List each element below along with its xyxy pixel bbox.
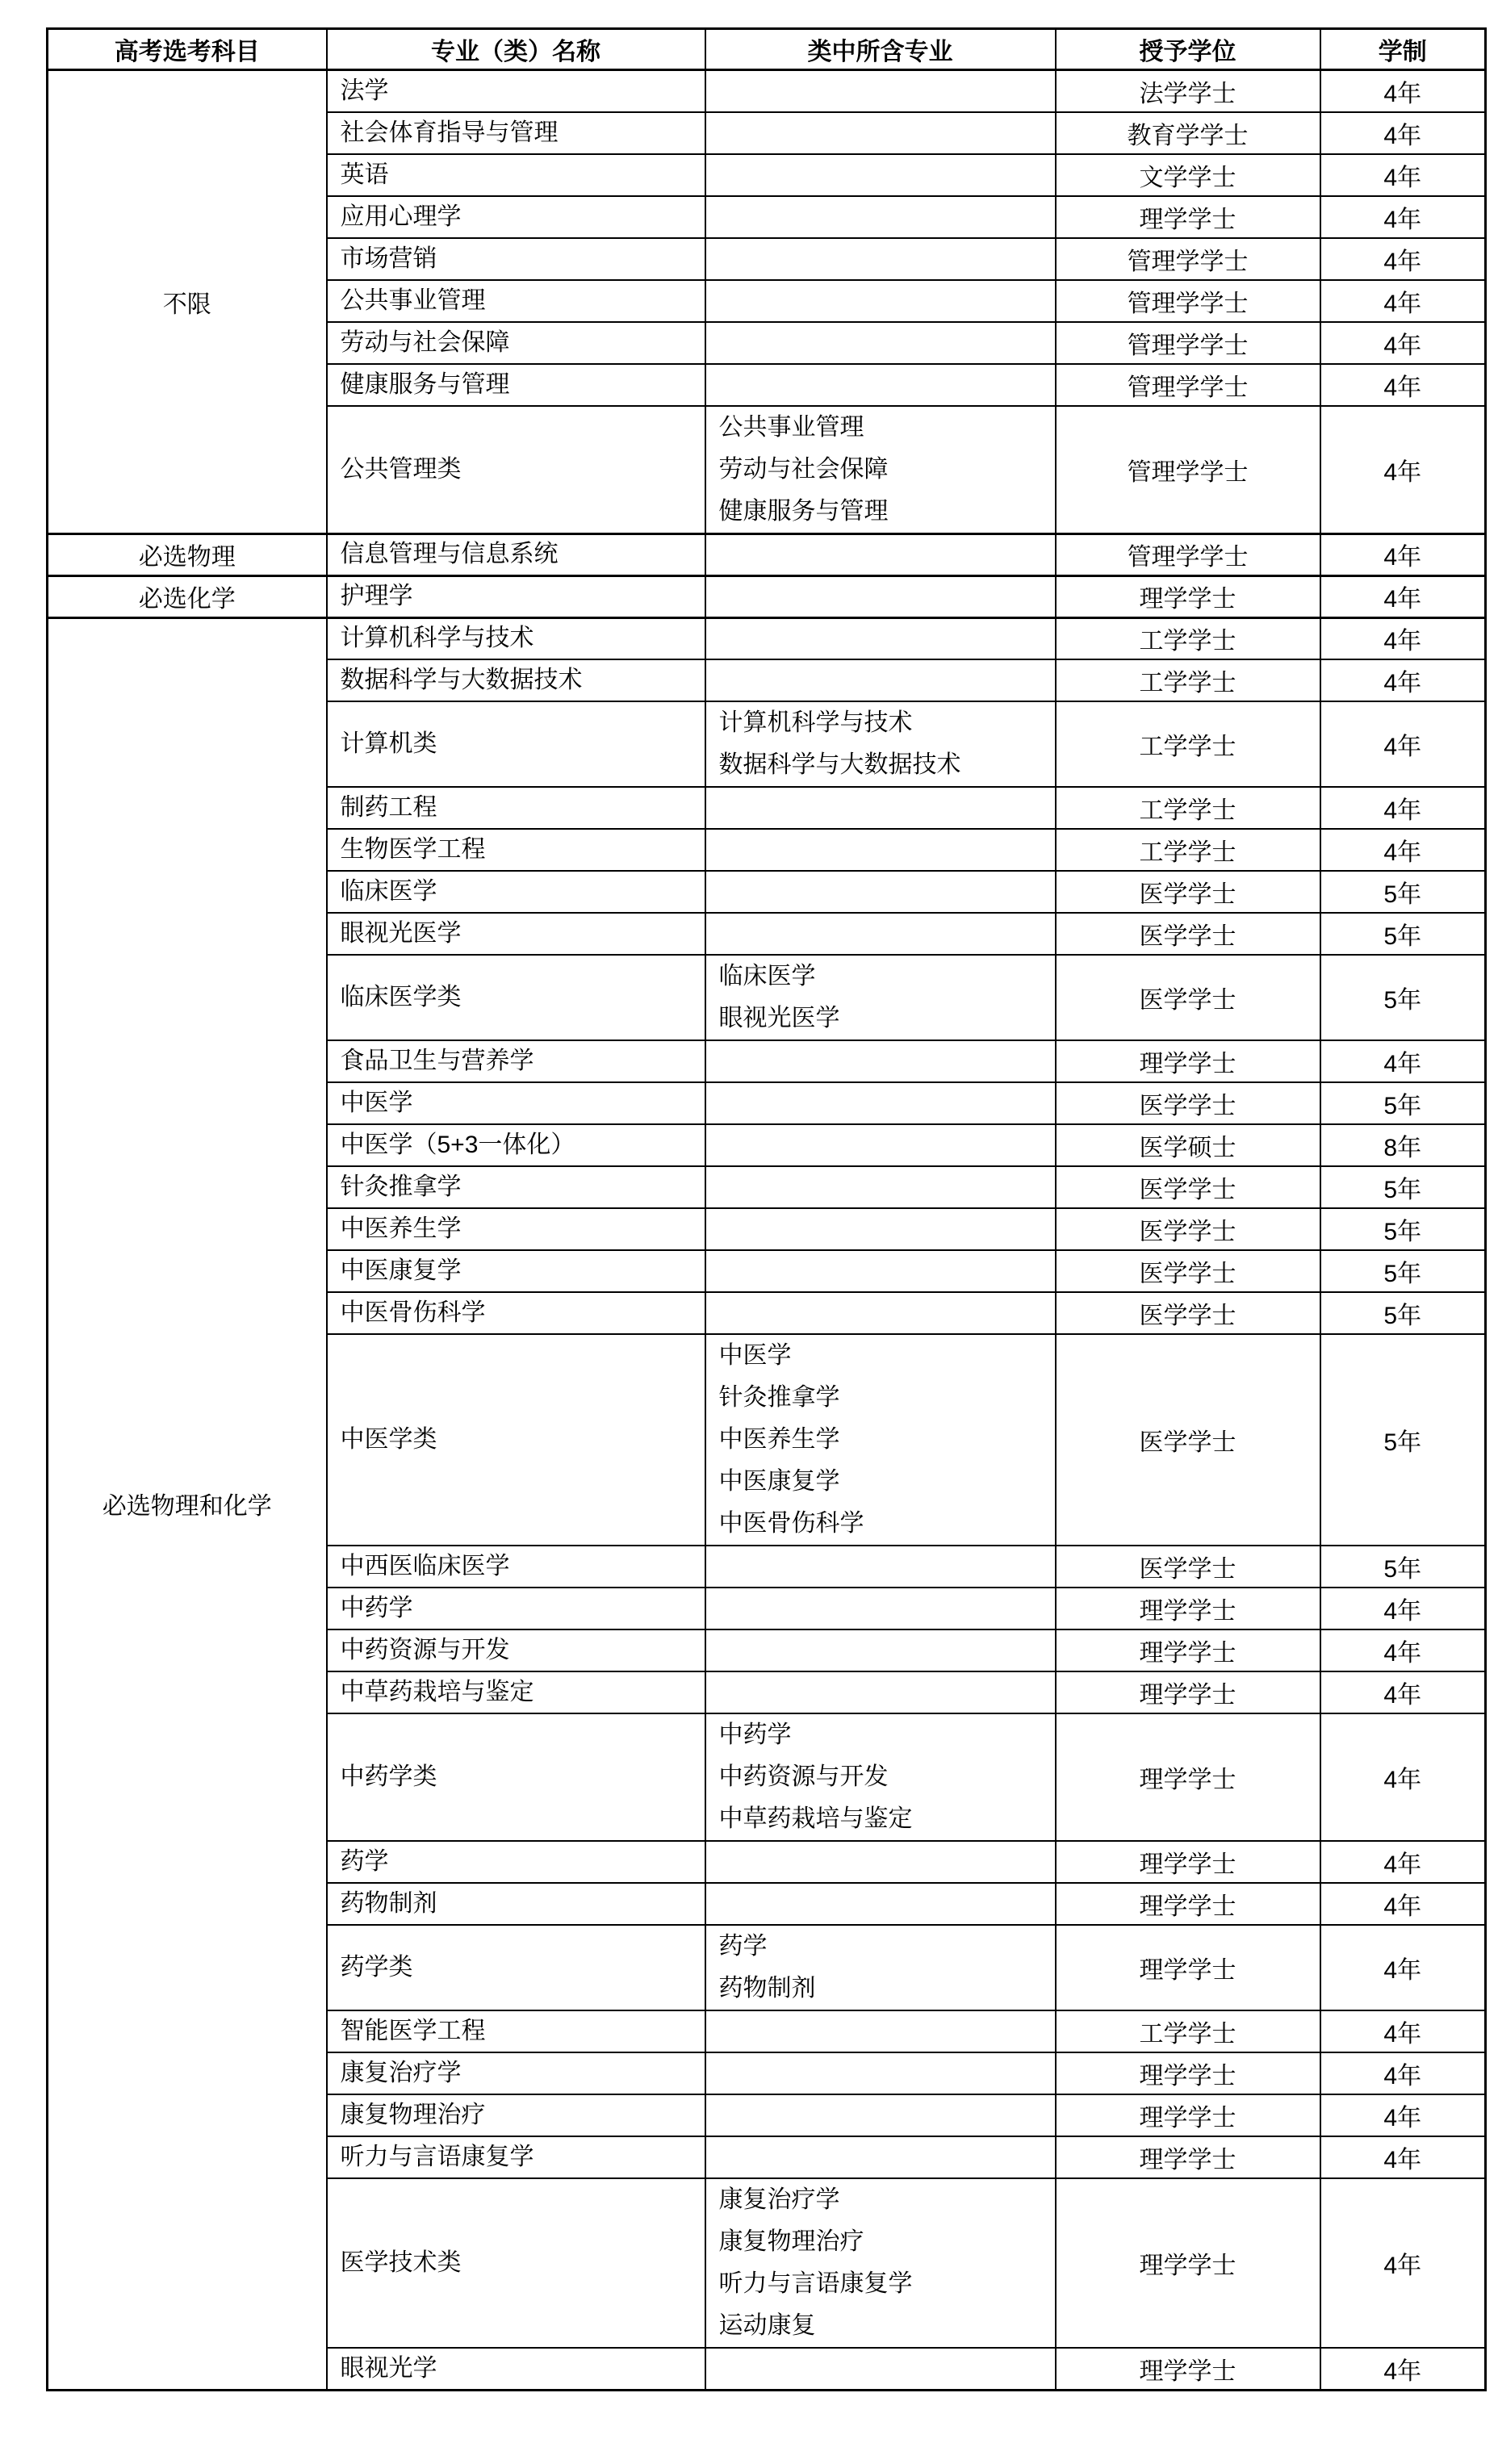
degree-cell: 理学学士 (1056, 1841, 1320, 1883)
contained-majors-cell (705, 2052, 1056, 2094)
duration-cell: 4年 (1320, 2094, 1486, 2136)
contained-majors-cell (705, 280, 1056, 322)
header-contained-majors: 类中所含专业 (705, 29, 1056, 70)
duration-cell: 4年 (1320, 238, 1486, 280)
degree-cell: 管理学学士 (1056, 364, 1320, 406)
contained-majors-cell (705, 70, 1056, 112)
contained-major-line: 中医学 (718, 1342, 792, 1369)
duration-cell: 4年 (1320, 1040, 1486, 1082)
major-name-cell: 健康服务与管理 (327, 364, 705, 406)
degree-cell: 医学学士 (1056, 871, 1320, 913)
duration-cell: 5年 (1320, 1546, 1486, 1588)
major-name-cell: 生物医学工程 (327, 829, 705, 871)
degree-cell: 理学学士 (1056, 2094, 1320, 2136)
major-name-cell: 智能医学工程 (327, 2010, 705, 2052)
degree-cell: 文学学士 (1056, 154, 1320, 196)
duration-cell: 4年 (1320, 70, 1486, 112)
degree-cell: 理学学士 (1056, 1040, 1320, 1082)
duration-cell: 4年 (1320, 1841, 1486, 1883)
major-name-cell: 中医学 (327, 1082, 705, 1124)
major-name-cell: 中医养生学 (327, 1208, 705, 1250)
contained-majors-cell (705, 533, 1056, 575)
major-name-cell: 中医学（5+3一体化） (327, 1124, 705, 1166)
major-name-cell: 计算机类 (327, 701, 705, 787)
degree-cell: 理学学士 (1056, 1629, 1320, 1671)
header-subjects: 高考选考科目 (48, 29, 327, 70)
contained-majors-cell (705, 871, 1056, 913)
contained-majors-cell (705, 1671, 1056, 1713)
contained-majors-cell (705, 1629, 1056, 1671)
degree-cell: 理学学士 (1056, 575, 1320, 617)
contained-major-line: 药学 (718, 1933, 768, 1960)
major-name-cell: 康复治疗学 (327, 2052, 705, 2094)
table-row (48, 533, 1486, 575)
subject-requirement-cell: 必选物理和化学 (48, 617, 327, 2390)
major-name-cell: 中草药栽培与鉴定 (327, 1671, 705, 1713)
degree-cell: 法学学士 (1056, 70, 1320, 112)
duration-cell: 8年 (1320, 1124, 1486, 1166)
major-name-cell: 药学类 (327, 1925, 705, 2010)
duration-cell: 5年 (1320, 1082, 1486, 1124)
contained-majors-cell (705, 1713, 1056, 1841)
contained-majors-cell (705, 1546, 1056, 1588)
contained-major-line: 计算机科学与技术 (718, 709, 913, 736)
contained-majors-cell (705, 2136, 1056, 2178)
degree-cell: 理学学士 (1056, 1713, 1320, 1841)
contained-majors-cell (705, 2178, 1056, 2348)
duration-cell: 5年 (1320, 1292, 1486, 1334)
duration-cell: 4年 (1320, 322, 1486, 364)
contained-major-line: 公共事业管理 (718, 413, 864, 441)
contained-major-line: 针灸推拿学 (718, 1384, 840, 1411)
degree-cell: 管理学学士 (1056, 322, 1320, 364)
contained-major-line: 健康服务与管理 (718, 497, 889, 525)
contained-majors-cell (705, 1925, 1056, 2010)
contained-majors-cell (705, 829, 1056, 871)
degree-cell: 管理学学士 (1056, 533, 1320, 575)
degree-cell: 医学学士 (1056, 1292, 1320, 1334)
contained-major-line: 运动康复 (718, 2312, 816, 2339)
exam-subject-majors-table (46, 27, 1487, 2391)
contained-major-line: 中药资源与开发 (718, 1763, 889, 1790)
duration-cell: 4年 (1320, 406, 1486, 534)
major-name-cell: 数据科学与大数据技术 (327, 659, 705, 701)
major-name-cell: 眼视光医学 (327, 913, 705, 955)
degree-cell: 理学学士 (1056, 2178, 1320, 2348)
degree-cell: 理学学士 (1056, 2136, 1320, 2178)
major-name-cell: 临床医学 (327, 871, 705, 913)
major-name-cell: 针灸推拿学 (327, 1166, 705, 1208)
contained-majors-cell (705, 1588, 1056, 1629)
contained-majors-cell (705, 238, 1056, 280)
duration-cell: 4年 (1320, 1713, 1486, 1841)
contained-major-line: 中药学 (718, 1721, 792, 1748)
degree-cell: 理学学士 (1056, 2052, 1320, 2094)
header-duration: 学制 (1320, 29, 1486, 70)
contained-major-line: 眼视光医学 (718, 1005, 840, 1031)
major-name-cell: 临床医学类 (327, 955, 705, 1040)
contained-major-line: 康复治疗学 (718, 2186, 840, 2213)
contained-majors-cell (705, 575, 1056, 617)
major-name-cell: 中医学类 (327, 1334, 705, 1546)
degree-cell: 工学学士 (1056, 787, 1320, 829)
contained-majors-cell (705, 2010, 1056, 2052)
degree-cell: 医学学士 (1056, 913, 1320, 955)
degree-cell: 工学学士 (1056, 701, 1320, 787)
major-name-cell: 市场营销 (327, 238, 705, 280)
contained-major-line: 中草药栽培与鉴定 (718, 1805, 913, 1832)
major-name-cell: 药物制剂 (327, 1883, 705, 1925)
contained-major-line: 药物制剂 (718, 1975, 816, 2002)
table-row (48, 617, 1486, 659)
major-name-cell: 药学 (327, 1841, 705, 1883)
duration-cell: 4年 (1320, 2178, 1486, 2348)
duration-cell: 4年 (1320, 2348, 1486, 2390)
degree-cell: 理学学士 (1056, 1925, 1320, 2010)
degree-cell: 理学学士 (1056, 1588, 1320, 1629)
contained-major-line: 听力与言语康复学 (718, 2270, 913, 2297)
contained-majors-cell (705, 1883, 1056, 1925)
contained-majors-cell (705, 1208, 1056, 1250)
duration-cell: 5年 (1320, 955, 1486, 1040)
subject-requirement-cell: 不限 (48, 70, 327, 534)
major-name-cell: 中医骨伤科学 (327, 1292, 705, 1334)
major-name-cell: 劳动与社会保障 (327, 322, 705, 364)
major-name-cell: 医学技术类 (327, 2178, 705, 2348)
degree-cell: 管理学学士 (1056, 238, 1320, 280)
contained-majors-cell (705, 1334, 1056, 1546)
duration-cell: 4年 (1320, 829, 1486, 871)
contained-majors-cell (705, 617, 1056, 659)
degree-cell: 管理学学士 (1056, 280, 1320, 322)
degree-cell: 医学学士 (1056, 1166, 1320, 1208)
contained-majors-cell (705, 364, 1056, 406)
header-major-name: 专业（类）名称 (327, 29, 705, 70)
degree-cell: 工学学士 (1056, 2010, 1320, 2052)
contained-major-line: 康复物理治疗 (718, 2228, 864, 2255)
major-name-cell: 中药资源与开发 (327, 1629, 705, 1671)
duration-cell: 4年 (1320, 1671, 1486, 1713)
major-name-cell: 公共事业管理 (327, 280, 705, 322)
degree-cell: 医学学士 (1056, 955, 1320, 1040)
degree-cell: 理学学士 (1056, 1883, 1320, 1925)
duration-cell: 4年 (1320, 1629, 1486, 1671)
contained-majors-cell (705, 1841, 1056, 1883)
degree-cell: 理学学士 (1056, 196, 1320, 238)
duration-cell: 4年 (1320, 533, 1486, 575)
contained-majors-cell (705, 1124, 1056, 1166)
contained-majors-cell (705, 1040, 1056, 1082)
duration-cell: 4年 (1320, 659, 1486, 701)
degree-cell: 医学学士 (1056, 1546, 1320, 1588)
duration-cell: 5年 (1320, 913, 1486, 955)
duration-cell: 5年 (1320, 1208, 1486, 1250)
duration-cell: 4年 (1320, 701, 1486, 787)
degree-cell: 工学学士 (1056, 617, 1320, 659)
degree-cell: 医学学士 (1056, 1334, 1320, 1546)
duration-cell: 4年 (1320, 280, 1486, 322)
major-name-cell: 中药学类 (327, 1713, 705, 1841)
contained-majors-cell (705, 1250, 1056, 1292)
contained-majors-cell (705, 659, 1056, 701)
contained-majors-cell (705, 2094, 1056, 2136)
degree-cell: 医学学士 (1056, 1250, 1320, 1292)
major-name-cell: 眼视光学 (327, 2348, 705, 2390)
duration-cell: 4年 (1320, 154, 1486, 196)
contained-majors-cell (705, 1082, 1056, 1124)
table-row (48, 70, 1486, 112)
degree-cell: 医学学士 (1056, 1208, 1320, 1250)
degree-cell: 工学学士 (1056, 659, 1320, 701)
major-name-cell: 中医康复学 (327, 1250, 705, 1292)
duration-cell: 5年 (1320, 871, 1486, 913)
subject-requirement-cell: 必选物理 (48, 533, 327, 575)
contained-majors-cell (705, 955, 1056, 1040)
contained-major-line: 临床医学 (718, 963, 816, 989)
contained-majors-cell (705, 406, 1056, 534)
contained-majors-cell (705, 2348, 1056, 2390)
major-name-cell: 护理学 (327, 575, 705, 617)
duration-cell: 5年 (1320, 1166, 1486, 1208)
duration-cell: 4年 (1320, 617, 1486, 659)
contained-majors-cell (705, 196, 1056, 238)
contained-majors-cell (705, 787, 1056, 829)
major-name-cell: 英语 (327, 154, 705, 196)
table-body (48, 70, 1486, 2391)
contained-majors-cell (705, 1292, 1056, 1334)
contained-majors-cell (705, 154, 1056, 196)
contained-major-line: 劳动与社会保障 (718, 455, 889, 483)
duration-cell: 5年 (1320, 1250, 1486, 1292)
header-row (48, 29, 1486, 70)
major-name-cell: 计算机科学与技术 (327, 617, 705, 659)
duration-cell: 4年 (1320, 196, 1486, 238)
contained-majors-cell (705, 112, 1056, 154)
contained-majors-cell (705, 913, 1056, 955)
duration-cell: 5年 (1320, 1334, 1486, 1546)
header-degree: 授予学位 (1056, 29, 1320, 70)
degree-cell: 管理学学士 (1056, 406, 1320, 534)
degree-cell: 教育学学士 (1056, 112, 1320, 154)
degree-cell: 理学学士 (1056, 1671, 1320, 1713)
duration-cell: 4年 (1320, 364, 1486, 406)
duration-cell: 4年 (1320, 1883, 1486, 1925)
major-name-cell: 社会体育指导与管理 (327, 112, 705, 154)
duration-cell: 4年 (1320, 2052, 1486, 2094)
major-name-cell: 法学 (327, 70, 705, 112)
table-row (48, 575, 1486, 617)
major-name-cell: 中药学 (327, 1588, 705, 1629)
contained-major-line: 中医骨伤科学 (718, 1510, 864, 1537)
major-name-cell: 中西医临床医学 (327, 1546, 705, 1588)
major-name-cell: 应用心理学 (327, 196, 705, 238)
contained-major-line: 数据科学与大数据技术 (718, 751, 961, 778)
duration-cell: 4年 (1320, 575, 1486, 617)
major-name-cell: 听力与言语康复学 (327, 2136, 705, 2178)
duration-cell: 4年 (1320, 1925, 1486, 2010)
degree-cell: 医学硕士 (1056, 1124, 1320, 1166)
duration-cell: 4年 (1320, 2136, 1486, 2178)
contained-majors-cell (705, 1166, 1056, 1208)
contained-majors-cell (705, 701, 1056, 787)
major-name-cell: 公共管理类 (327, 406, 705, 534)
duration-cell: 4年 (1320, 2010, 1486, 2052)
duration-cell: 4年 (1320, 787, 1486, 829)
table-header (48, 29, 1486, 70)
degree-cell: 医学学士 (1056, 1082, 1320, 1124)
major-name-cell: 食品卫生与营养学 (327, 1040, 705, 1082)
contained-major-line: 中医康复学 (718, 1468, 840, 1495)
major-name-cell: 信息管理与信息系统 (327, 533, 705, 575)
subject-requirement-cell: 必选化学 (48, 575, 327, 617)
duration-cell: 4年 (1320, 112, 1486, 154)
contained-major-line: 中医养生学 (718, 1426, 840, 1453)
degree-cell: 工学学士 (1056, 829, 1320, 871)
duration-cell: 4年 (1320, 1588, 1486, 1629)
major-name-cell: 康复物理治疗 (327, 2094, 705, 2136)
contained-majors-cell (705, 322, 1056, 364)
degree-cell: 理学学士 (1056, 2348, 1320, 2390)
major-name-cell: 制药工程 (327, 787, 705, 829)
